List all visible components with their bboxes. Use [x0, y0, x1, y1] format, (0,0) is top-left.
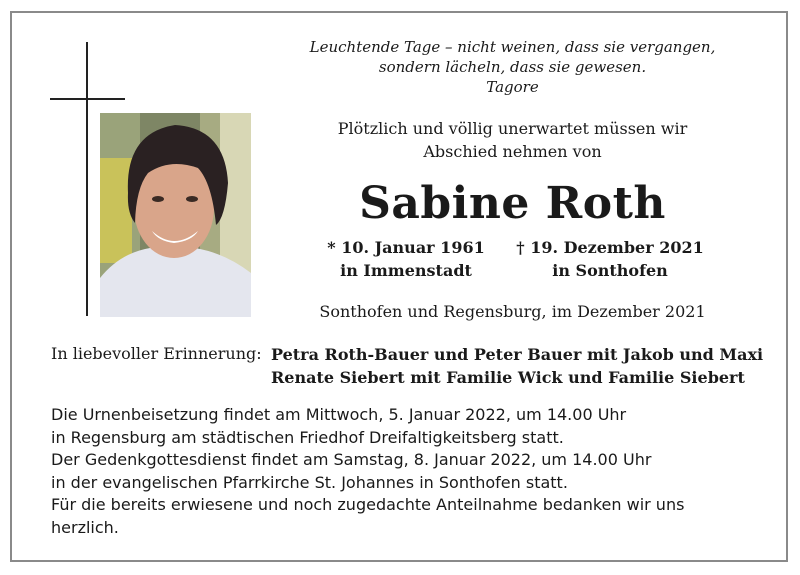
- death-info: [510, 236, 710, 282]
- birth-info: [300, 236, 512, 282]
- notice-line: herzlich.: [51, 517, 119, 537]
- quote-line: Leuchtende Tage – nicht weinen, dass sie vergangen,: [309, 38, 716, 56]
- intro-line: Plötzlich und völlig unerwartet müssen wir: [337, 119, 688, 138]
- birth-date: * 10. Januar 1961: [327, 238, 485, 257]
- memorial-quote: [300, 37, 725, 97]
- memory-names: [271, 343, 763, 389]
- quote-author: Tagore: [486, 78, 539, 96]
- birth-place: in Immenstadt: [340, 261, 472, 280]
- place-date: Sonthofen und Regensburg, im Dezember 2021: [319, 302, 706, 321]
- mourner-line: Petra Roth-Bauer und Peter Bauer mit Jakob und Maxi: [271, 345, 764, 364]
- death-place: in Sonthofen: [552, 261, 668, 280]
- death-date: † 19. Dezember 2021: [516, 238, 704, 257]
- notice-line: Die Urnenbeisetzung findet am Mittwoch, 5. Januar 2022, um 14.00 Uhr: [51, 405, 627, 424]
- quote-line: sondern lächeln, dass sie gewesen.: [378, 58, 647, 76]
- memory-label: In liebevoller Erinnerung:: [51, 344, 262, 363]
- funeral-notice: [51, 404, 751, 540]
- notice-line: in Regensburg am städtischen Friedhof Dreifaltigkeitsberg statt.: [51, 427, 564, 447]
- intro-line: Abschied nehmen von: [423, 142, 602, 161]
- notice-line: Für die bereits erwiesene und noch zugedachte Anteilnahme bedanken wir uns: [51, 495, 685, 515]
- deceased-name: Sabine Roth: [359, 178, 666, 229]
- mourner-line: Renate Siebert mit Familie Wick und Familie Siebert: [271, 368, 745, 387]
- notice-line: in der evangelischen Pfarrkirche St. Johannes in Sonthofen statt.: [51, 472, 568, 492]
- intro-text: [300, 117, 725, 163]
- portrait-photo: [100, 113, 251, 317]
- notice-line: Der Gedenkgottesdienst findet am Samstag, 8. Januar 2022, um 14.00 Uhr: [51, 450, 652, 470]
